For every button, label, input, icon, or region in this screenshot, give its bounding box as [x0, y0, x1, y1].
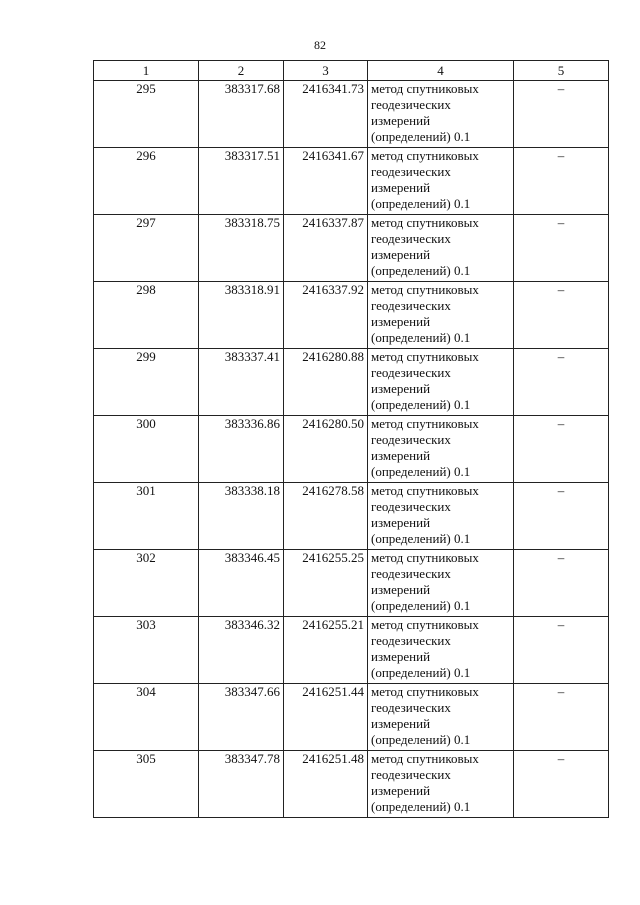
method-cell: метод спутниковых геодезических измерений (определений) 0.1	[368, 550, 514, 617]
y-coordinate-cell: 2416251.44	[284, 684, 368, 751]
x-coordinate-cell: 383346.45	[199, 550, 284, 617]
table-row	[94, 550, 609, 617]
method-cell: метод спутниковых геодезических измерений (определений) 0.1	[368, 416, 514, 483]
table-row	[94, 483, 609, 550]
note-cell: –	[514, 483, 609, 550]
table-row	[94, 81, 609, 148]
note-cell: –	[514, 751, 609, 818]
y-coordinate-cell: 2416341.67	[284, 148, 368, 215]
point-number-cell: 304	[94, 684, 199, 751]
method-cell: метод спутниковых геодезических измерений (определений) 0.1	[368, 148, 514, 215]
table-row	[94, 684, 609, 751]
y-coordinate-cell: 2416280.50	[284, 416, 368, 483]
note-cell: –	[514, 215, 609, 282]
point-number-cell: 297	[94, 215, 199, 282]
x-coordinate-cell: 383337.41	[199, 349, 284, 416]
y-coordinate-cell: 2416280.88	[284, 349, 368, 416]
x-coordinate-cell: 383338.18	[199, 483, 284, 550]
note-cell: –	[514, 349, 609, 416]
x-coordinate-cell: 383317.68	[199, 81, 284, 148]
table-row	[94, 282, 609, 349]
y-coordinate-cell: 2416337.87	[284, 215, 368, 282]
point-number-cell: 302	[94, 550, 199, 617]
page-number: 82	[314, 38, 326, 52]
table-row	[94, 416, 609, 483]
point-number-cell: 295	[94, 81, 199, 148]
note-cell: –	[514, 550, 609, 617]
note-cell: –	[514, 148, 609, 215]
point-number-cell: 303	[94, 617, 199, 684]
y-coordinate-cell: 2416251.48	[284, 751, 368, 818]
note-cell: –	[514, 684, 609, 751]
table-row	[94, 617, 609, 684]
column-header-4: 4	[368, 61, 514, 81]
point-number-cell: 300	[94, 416, 199, 483]
method-cell: метод спутниковых геодезических измерений (определений) 0.1	[368, 215, 514, 282]
table-row	[94, 215, 609, 282]
y-coordinate-cell: 2416278.58	[284, 483, 368, 550]
column-header-2: 2	[199, 61, 284, 81]
x-coordinate-cell: 383318.75	[199, 215, 284, 282]
x-coordinate-cell: 383347.78	[199, 751, 284, 818]
y-coordinate-cell: 2416255.25	[284, 550, 368, 617]
method-cell: метод спутниковых геодезических измерений (определений) 0.1	[368, 617, 514, 684]
method-cell: метод спутниковых геодезических измерений (определений) 0.1	[368, 483, 514, 550]
method-cell: метод спутниковых геодезических измерений (определений) 0.1	[368, 349, 514, 416]
table-row	[94, 349, 609, 416]
y-coordinate-cell: 2416341.73	[284, 81, 368, 148]
point-number-cell: 296	[94, 148, 199, 215]
x-coordinate-cell: 383317.51	[199, 148, 284, 215]
note-cell: –	[514, 81, 609, 148]
x-coordinate-cell: 383318.91	[199, 282, 284, 349]
column-header-1: 1	[94, 61, 199, 81]
y-coordinate-cell: 2416337.92	[284, 282, 368, 349]
method-cell: метод спутниковых геодезических измерений (определений) 0.1	[368, 282, 514, 349]
y-coordinate-cell: 2416255.21	[284, 617, 368, 684]
note-cell: –	[514, 416, 609, 483]
column-header-5: 5	[514, 61, 609, 81]
method-cell: метод спутниковых геодезических измерений (определений) 0.1	[368, 684, 514, 751]
table-row	[94, 148, 609, 215]
point-number-cell: 299	[94, 349, 199, 416]
point-number-cell: 298	[94, 282, 199, 349]
point-number-cell: 301	[94, 483, 199, 550]
table-row	[94, 751, 609, 818]
note-cell: –	[514, 282, 609, 349]
note-cell: –	[514, 617, 609, 684]
point-number-cell: 305	[94, 751, 199, 818]
x-coordinate-cell: 383336.86	[199, 416, 284, 483]
x-coordinate-cell: 383347.66	[199, 684, 284, 751]
table-header-row	[94, 61, 609, 81]
x-coordinate-cell: 383346.32	[199, 617, 284, 684]
column-header-3: 3	[284, 61, 368, 81]
method-cell: метод спутниковых геодезических измерений (определений) 0.1	[368, 81, 514, 148]
coordinates-table	[93, 60, 609, 818]
method-cell: метод спутниковых геодезических измерений (определений) 0.1	[368, 751, 514, 818]
